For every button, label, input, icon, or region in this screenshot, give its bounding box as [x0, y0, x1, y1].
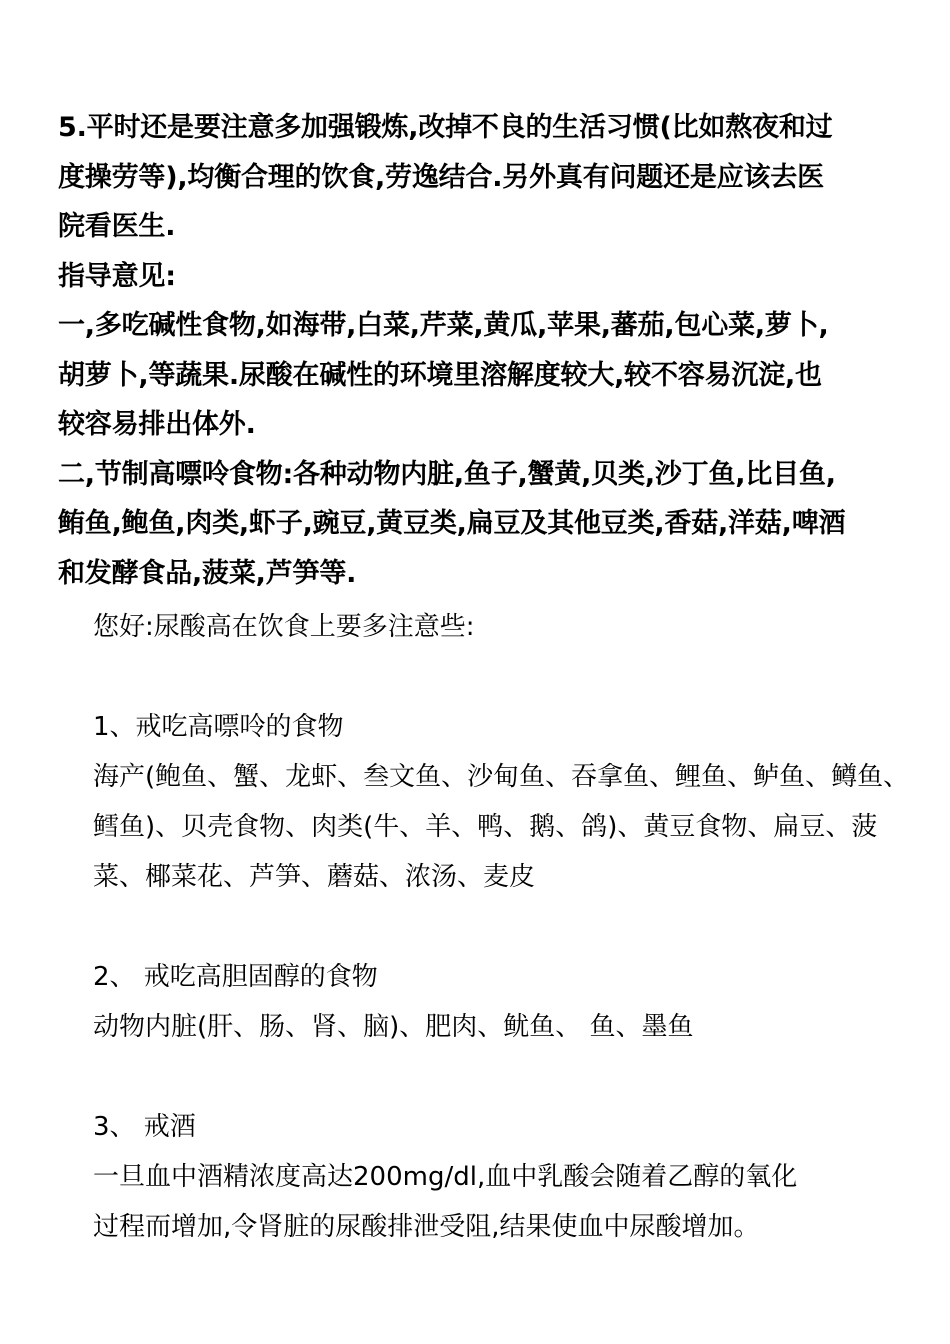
diet-advice-section — [93, 602, 913, 1252]
section-2-heading: 2、 戒吃高胆固醇的食物 — [93, 962, 378, 992]
body-text-line: 5.平时还是要注意多加强锻炼,改掉不良的生活习惯(比如熬夜和过 — [58, 112, 833, 143]
section-heading: 指导意见: — [58, 260, 176, 292]
body-text-line: 度操劳等),均衡合理的饮食,劳逸结合.另外真有问题还是应该去医 — [58, 161, 824, 193]
body-text-line: 海产(鲍鱼、蟹、龙虾、叁文鱼、沙甸鱼、吞拿鱼、鲤鱼、鲈鱼、鳟鱼、 — [93, 762, 910, 792]
blank-line — [93, 652, 913, 702]
section-3-heading: 3、 戒酒 — [93, 1112, 196, 1142]
body-text-line: 一,多吃碱性食物,如海带,白菜,芹菜,黄瓜,苹果,蕃茄,包心菜,萝卜, — [58, 310, 829, 341]
body-text-line: 菜、椰菜花、芦笋、蘑菇、浓汤、麦皮 — [93, 862, 536, 892]
body-text-line: 较容易排出体外. — [58, 409, 256, 440]
body-text-line: 一旦血中酒精浓度高达200mg/dl,血中乳酸会随着乙醇的氧化 — [93, 1162, 798, 1192]
body-text-line: 二,节制高嘌呤食物:各种动物内脏,鱼子,蟹黄,贝类,沙丁鱼,比目鱼, — [58, 458, 836, 490]
body-text-line: 鲔鱼,鲍鱼,肉类,虾子,豌豆,黄豆类,扁豆及其他豆类,香菇,洋菇,啤酒 — [58, 508, 846, 539]
body-text-line: 胡萝卜,等蔬果.尿酸在碱性的环境里溶解度较大,较不容易沉淀,也 — [58, 359, 822, 391]
section-1-heading: 1、戒吃高嘌呤的食物 — [93, 712, 344, 742]
blank-line — [93, 902, 913, 952]
body-text-line: 动物内脏(肝、肠、肾、脑)、肥肉、鱿鱼、 鱼、墨鱼 — [93, 1012, 694, 1042]
blank-line — [93, 1052, 913, 1102]
body-text-line: 和发酵食品,菠菜,芦笋等. — [58, 557, 357, 589]
greeting-line: 您好:尿酸高在饮食上要多注意些: — [93, 612, 475, 642]
body-text-line: 院看医生. — [58, 211, 176, 242]
guidance-section — [58, 103, 914, 598]
body-text-line: 鳕鱼)、贝壳食物、肉类(牛、羊、鸭、鹅、鸽)、黄豆食物、扁豆、菠 — [93, 812, 878, 842]
body-text-line: 过程而增加,令肾脏的尿酸排泄受阻,结果使血中尿酸增加。 — [93, 1212, 760, 1242]
